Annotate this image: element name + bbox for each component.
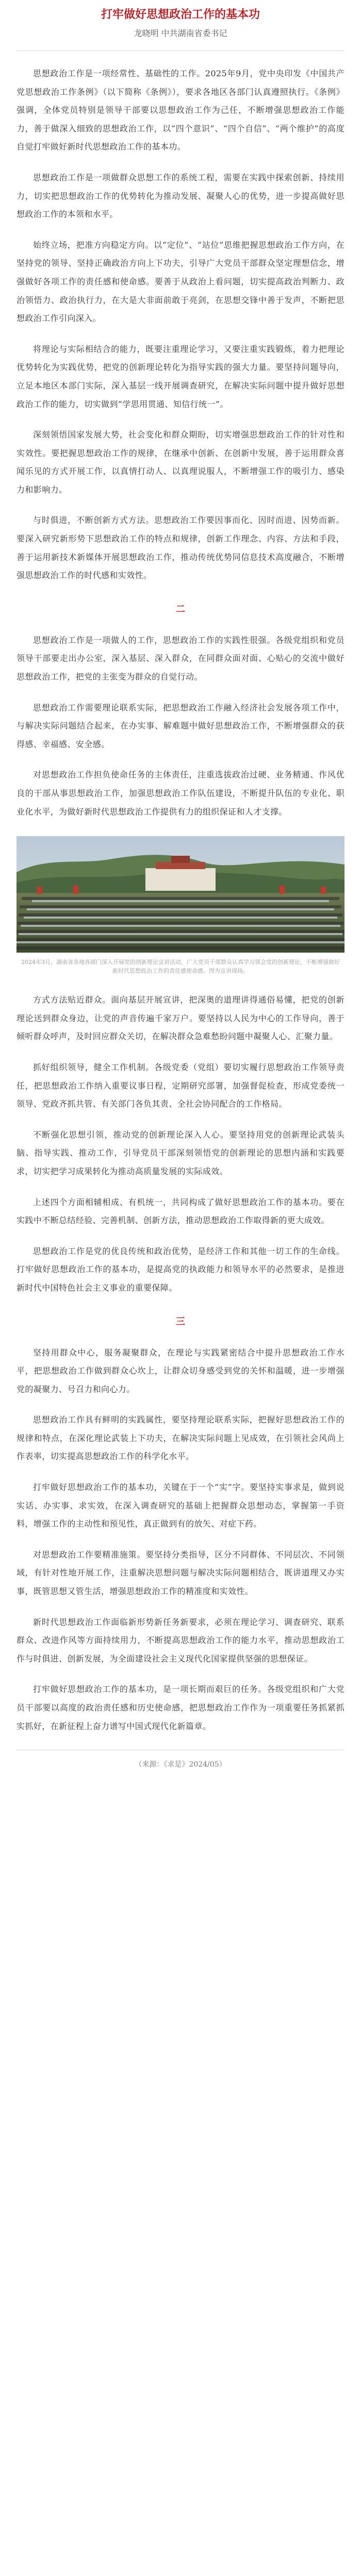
paragraph: 对思想政治工作要精准施策。要坚持分类指导，区分不同群体、不同层次、不同领域，有针对性地开展工作，注重解决思想问题与解决实际问题相结合，既讲道理又办实事，既管思想又管生活，增强思想政治工作的精准度和实效性。 <box>17 1549 344 1597</box>
paragraph: 方式方法贴近群众。面向基层开展宣讲，把深奥的道理讲得通俗易懂，把党的创新理论送到群众身边，让党的声音传遍千家万户。要坚持以人民为中心的工作导向，善于倾听群众呼声，及时回应群众关切，在解决群众急难愁盼问题中凝聚人心、汇聚力量。 <box>17 995 344 1042</box>
paragraph: 上述四个方面相辅相成、有机统一，共同构成了做好思想政治工作的基本功。要在实践中不断总结经验、完善机制、创新方法，推动思想政治工作取得新的更大成效。 <box>17 1197 344 1226</box>
paragraph: 思想政治工作具有鲜明的实践属性，要坚持理论联系实际，把握好思想政治工作的规律和特点，在深化理论武装上下功夫，在解决实际问题上见成效，在引领社会风尚上作表率，切实提高思想政治工作的科学化水平。 <box>17 1415 344 1462</box>
paragraph: 将理论与实际相结合的能力，既要注重理论学习，又要注重实践锻炼，着力把理论优势转化为实践优势，把党的创新理论转化为指导实践的强大力量。要坚持问题导向，立足本地区本部门实际，深入基层一线开展调查研究，在解决实际问题中提升做好思想政治工作的能力，切实做到“学思用贯通、知信行统一”。 <box>17 344 344 409</box>
paragraph: 对思想政治工作担负使命任务的主体责任，注重选拔政治过硬、业务精通、作风优良的干部从事思想政治工作，加强思想政治工作队伍建设，不断提升队伍的专业化、职业化水平，为做好新时代思想政治工作提供有力的组织保证和人才支撑。 <box>17 770 344 817</box>
photo-caption: 2024年3月，湖南省各地各部门深入开展党的创新理论宣讲活动，广大党员干部群众认真学习领会党的创新理论，不断增强做好新时代思想政治工作的责任感使命感。图为宣讲现场。 <box>21 959 340 975</box>
article-title: 打牢做好思想政治工作的基本功 <box>101 8 260 21</box>
paragraph: 打牢做好思想政治工作的基本功，关键在于一个“实”字。要坚持实事求是，做到说实话、办实事、求实效，在深入调查研究的基础上把握群众思想动态，掌握第一手资料，增强工作的主动性和预见性，真正做到有的放矢、对症下药。 <box>17 1482 344 1529</box>
article-source: （来源：《求是》2024/05） <box>135 1760 226 1769</box>
paragraph: 新时代思想政治工作面临新形势新任务新要求，必须在理论学习、调查研究、联系群众、改进作风等方面持续用力，不断提高思想政治工作的能力水平，推动思想政治工作与时俱进、创新发展，为全面建设社会主义现代化国家提供坚强的思想保证。 <box>17 1617 344 1664</box>
paragraph: 抓好组织领导，健全工作机制。各级党委（党组）要切实履行思想政治工作领导责任，把思想政治工作纳入重要议事日程，定期研究部署，加强督促检查，形成党委统一领导、党政齐抓共管、有关部门各负其责、全社会协同配合的工作格局。 <box>17 1062 344 1109</box>
divider-top <box>17 50 344 51</box>
paragraph: 始终立场，把准方向稳定方向。以“定位”、“站位”思维把握思想政治工作方向，在坚持党的领导、坚持正确政治方向上下功夫，引导广大党员干部群众坚定理想信念，增强做好各项工作的责任感和使命感。要善于从政治上看问题，切实提高政治判断力、政治领悟力、政治执行力，在大是大非面前敢于亮剑，在思想交锋中善于发声，不断把思想政治工作引向深入。 <box>17 240 344 324</box>
paragraph: 与时俱进，不断创新方式方法。思想政治工作要因事而化、因时而进、因势而新。要深入研究新形势下思想政治工作的特点和规律，创新工作理念、内容、方法和手段，善于运用新技术新媒体开展思想政治工作，推动传统优势同信息技术高度融合，不断增强思想政治工作的时代感和实效性。 <box>17 515 344 581</box>
paragraph: 思想政治工作是党的优良传统和政治优势，是经济工作和其他一切工作的生命线。打牢做好思想政治工作的基本功，是提高党的执政能力和领导水平的必然要求，是推进新时代中国特色社会主义事业的重要保障。 <box>17 1246 344 1293</box>
paragraph: 坚持用群众中心，服务凝聚群众，在理论与实践紧密结合中提升思想政治工作水平，把思想政治工作做到群众心坎上，让群众切身感受到党的关怀和温暖，进一步增强党的凝聚力、号召力和向心力。 <box>17 1347 344 1394</box>
paragraph: 思想政治工作是一项做群众思想工作的系统工程，需要在实践中探索创新、持续用力，切实把思想政治工作的优势转化为推动发展、凝聚人心的优势，进一步提高做好思想政治工作的本领和水平。 <box>17 172 344 219</box>
section-number: 二 <box>176 603 185 615</box>
paragraph: 不断强化思想引领，推动党的创新理论深入人心。要坚持用党的创新理论武装头脑、指导实践、推动工作，引导党员干部深刻领悟党的创新理论的思想内涵和实践要求，切实把学习成果转化为推动高质量发展的实际成效。 <box>17 1129 344 1176</box>
article-byline: 龙晓明 中共湖南省委书记 <box>134 28 227 38</box>
paragraph: 思想政治工作需要理论联系实际，把思想政治工作融入经济社会发展各项工作中，与解决实际问题结合起来，在办实事、解难题中做好思想政治工作，不断增强群众的获得感、幸福感、安全感。 <box>17 702 344 749</box>
article-photo <box>17 836 344 953</box>
section-number: 三 <box>176 1316 185 1327</box>
paragraph: 思想政治工作是一项做人的工作，思想政治工作的实践性很强。各级党组织和党员领导干部要走出办公室，深入基层、深入群众，在同群众面对面、心贴心的交流中做好思想政治工作，把党的主张变为群众的自觉行动。 <box>17 635 344 682</box>
paragraph: 打牢做好思想政治工作的基本功，是一项长期而艰巨的任务。各级党组织和广大党员干部要以高度的政治责任感和历史使命感，把思想政治工作作为一项重要任务抓紧抓实抓好，在新征程上奋力谱写中国式现代化新篇章。 <box>17 1684 344 1731</box>
paragraph: 思想政治工作是一项经常性、基础性的工作。2025年9月，党中央印发《中国共产党思想政治工作条例》（以下简称《条例》），要求各地区各部门认真遵照执行。《条例》强调，全体党员特别是领导干部要以思想政治工作为己任，不断增强思想政治工作能力，善于做深入细致的思想政治工作，以“四个意识”、“四个自信”、“两个维护”的高度自觉打牢做好新时代思想政治工作的基本功。 <box>17 69 344 152</box>
paragraph: 深刻领悟国家发展大势，社会变化和群众期盼，切实增强思想政治工作的针对性和实效性。要把握思想政治工作的规律，在继承中创新、在创新中发展，善于运用群众喜闻乐见的方式开展工作，以真情打动人、以真理说服人，不断增强工作的吸引力、感染力和影响力。 <box>17 430 344 495</box>
